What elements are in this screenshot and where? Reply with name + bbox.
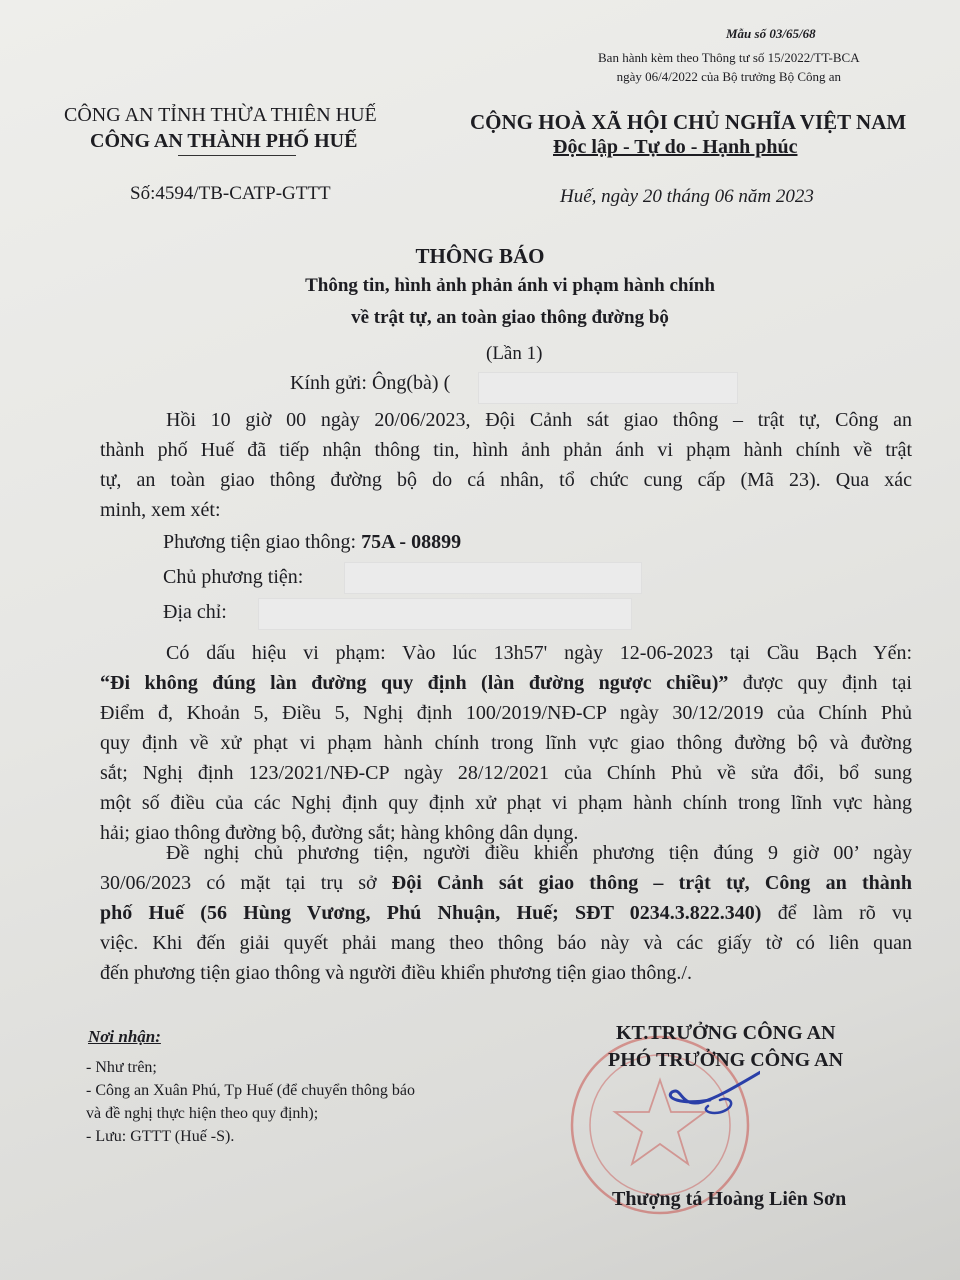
paragraph-line: thành phố Huế đã tiếp nhận thông tin, hình ảnh phản ánh vi phạm hành chính về trật (100, 439, 912, 461)
paragraph-line: Đề nghị chủ phương tiện, người điều khiển phương tiện đúng 9 giờ 00’ ngày (166, 842, 912, 864)
attempt-number: (Lần 1) (486, 343, 543, 364)
violation-description: “Đi không đúng làn đường quy định (làn đường ngược chiều)” (100, 672, 729, 694)
recipient-label: Kính gửi: Ông(bà) ( (290, 372, 451, 394)
paragraph-line: một số điều của các Nghị định quy định xử phạt vi phạm hành chính trong lĩnh vực hàng (100, 792, 912, 814)
org-name: CÔNG AN THÀNH PHỐ HUẾ (90, 130, 358, 152)
form-reference-line: Ban hành kèm theo Thông tư số 15/2022/TT-BCA (598, 50, 860, 65)
paragraph-line: minh, xem xét: (100, 499, 221, 521)
paragraph-line: phố Huế (56 Hùng Vương, Phú Nhuận, Huế; SĐT 0234.3.822.340) để làm rõ vụ (100, 902, 913, 924)
recipient-item: - Lưu: GTTT (Huế -S). (86, 1128, 235, 1145)
paragraph-line: quy định về xử phạt vi phạm hành chính trong lĩnh vực giao thông đường bộ và đường (100, 732, 912, 754)
intro-paragraph (100, 405, 912, 525)
recipients-heading: Nơi nhận: (88, 1027, 161, 1046)
recipient-item: - Như trên; (86, 1059, 157, 1076)
paragraph-line: đến phương tiện giao thông và người điều khiển phương tiện giao thông./. (100, 962, 692, 984)
document-subtitle: Thông tin, hình ảnh phản ánh vi phạm hành chính (305, 275, 715, 296)
violation-paragraph (100, 638, 912, 848)
document-subtitle: về trật tự, an toàn giao thông đường bộ (351, 307, 669, 328)
paragraph-line: Điểm đ, Khoản 5, Điều 5, Nghị định 100/2019/NĐ-CP ngày 30/12/2019 của Chính Phủ (100, 702, 912, 724)
redacted-address (258, 598, 632, 630)
police-unit: Đội Cảnh sát giao thông – trật tự, Công an thành (391, 872, 912, 894)
recipient-item: - Công an Xuân Phú, Tp Huế (để chuyển thông báo (86, 1082, 415, 1099)
paragraph-line: “Đi không đúng làn đường quy định (làn đường ngược chiều)” được quy định tại (100, 672, 912, 694)
paragraph-line: Có dấu hiệu vi phạm: Vào lúc 13h57' ngày 12-06-2023 tại Cầu Bạch Yến: (166, 642, 912, 664)
document-title: THÔNG BÁO (415, 244, 545, 268)
paragraph-line: sắt; Nghị định 123/2021/NĐ-CP ngày 28/12/2021 của Chính Phủ về sửa đổi, bổ sung (100, 762, 912, 784)
paragraph-line: tự, an toàn giao thông đường bộ do cá nhân, tổ chức cung cấp (Mã 23). Qua xác (100, 469, 912, 491)
document-date: Huế, ngày 20 tháng 06 năm 2023 (560, 186, 814, 207)
paragraph-line: 30/06/2023 có mặt tại trụ sở Đội Cảnh sát giao thông – trật tự, Công an thành (100, 872, 912, 894)
owner-label: Chủ phương tiện: (163, 566, 304, 588)
recipient-item: và đề nghị thực hiện theo quy định); (86, 1105, 319, 1122)
signature-subtitle: PHÓ TRƯỞNG CÔNG AN (608, 1049, 844, 1071)
recipients-list (86, 1056, 415, 1148)
nation-title: CỘNG HOÀ XÃ HỘI CHỦ NGHĨA VIỆT NAM (470, 110, 907, 134)
police-address: phố Huế (56 Hùng Vương, Phú Nhuận, Huế; SĐT 0234.3.822.340) (100, 902, 762, 924)
vehicle-field (163, 531, 461, 554)
nation-motto: Độc lập - Tự do - Hạnh phúc (553, 136, 798, 158)
redacted-owner-name (344, 562, 642, 594)
form-reference (598, 48, 860, 86)
address-label: Địa chỉ: (163, 601, 227, 623)
signatory-name: Thượng tá Hoàng Liên Sơn (612, 1188, 847, 1210)
vehicle-plate: 75A - 08899 (361, 531, 462, 553)
form-reference-line: ngày 06/4/2022 của Bộ trưởng Bộ Công an (616, 69, 842, 84)
document-number: Số:4594/TB-CATP-GTTT (130, 183, 331, 204)
vehicle-label: Phương tiện giao thông: (163, 531, 362, 553)
redacted-recipient-name (478, 372, 738, 404)
paragraph-line: Hồi 10 giờ 00 ngày 20/06/2023, Đội Cảnh sát giao thông – trật tự, Công an (166, 409, 912, 431)
form-number: Mẫu số 03/65/68 (726, 26, 816, 41)
org-parent: CÔNG AN TỈNH THỪA THIÊN HUẾ (64, 104, 377, 126)
signature-title: KT.TRƯỞNG CÔNG AN (616, 1022, 836, 1044)
paragraph-line: hải; giao thông đường bộ, đường sắt; hàng không dân dụng. (100, 822, 579, 844)
request-paragraph (100, 838, 912, 988)
org-underline (178, 155, 296, 156)
paragraph-line: việc. Khi đến giải quyết phải mang theo thông báo này và các giấy tờ có liên quan (100, 932, 912, 954)
